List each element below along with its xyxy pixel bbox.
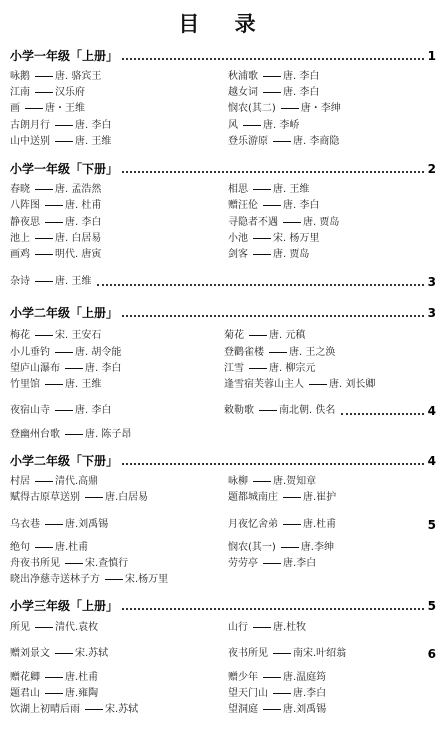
poem-author: 唐.崔护 xyxy=(303,492,337,503)
dash xyxy=(249,335,267,336)
poem-title: 月夜忆舍弟 xyxy=(228,519,278,530)
toc-entry[interactable] xyxy=(228,703,326,717)
toc-entry[interactable] xyxy=(10,102,85,116)
poem-title: 山中送别 xyxy=(10,136,50,147)
poem-author: 唐. 白居易 xyxy=(55,233,102,244)
leader-dots xyxy=(122,58,424,60)
dash xyxy=(273,653,291,654)
toc-entry[interactable] xyxy=(10,232,101,246)
poem-author: 唐. 李白 xyxy=(85,363,122,374)
toc-entry xyxy=(10,275,91,289)
poem-author: 清代.高鼎 xyxy=(55,476,99,487)
poem-author: 宋. 王安石 xyxy=(55,330,102,341)
poem-author: 唐.杜牧 xyxy=(273,622,307,633)
dash xyxy=(45,693,63,694)
poem-author: 唐. 李白 xyxy=(283,87,320,98)
toc-entry[interactable] xyxy=(10,199,101,213)
dash xyxy=(35,254,53,255)
poem-author: 唐.雍陶 xyxy=(65,688,99,699)
poem-author: 唐. 王维 xyxy=(55,276,92,287)
toc-entry[interactable] xyxy=(10,216,101,230)
toc-entry[interactable] xyxy=(228,232,319,246)
toc-entry-with-page[interactable] xyxy=(228,647,436,661)
poem-title: 秋浦歌 xyxy=(228,71,258,82)
toc-entry[interactable] xyxy=(228,119,299,133)
toc-entry[interactable] xyxy=(224,378,375,392)
dash xyxy=(65,368,83,369)
poem-author: 宋.苏轼 xyxy=(75,648,109,659)
poem-author: 唐. 杜甫 xyxy=(65,200,102,211)
poem-author: 唐.李白 xyxy=(283,558,317,569)
poem-author: 唐.李白 xyxy=(293,688,327,699)
toc-entry[interactable] xyxy=(228,70,319,84)
toc-entry-with-page[interactable] xyxy=(224,404,436,418)
dash xyxy=(263,92,281,93)
poem-author: 宋.杨万里 xyxy=(125,574,169,585)
toc-entry[interactable] xyxy=(10,621,98,635)
poem-title: 赠少年 xyxy=(228,672,258,683)
toc-entry[interactable] xyxy=(228,248,309,262)
poem-title: 逢雪宿芙蓉山主人 xyxy=(224,379,304,390)
toc-entry[interactable] xyxy=(10,378,101,392)
toc-entry[interactable] xyxy=(10,86,85,100)
toc-entry[interactable] xyxy=(10,703,138,717)
dash xyxy=(45,222,63,223)
poem-title: 题都城南庄 xyxy=(228,492,278,503)
toc-entry[interactable] xyxy=(10,491,148,505)
poem-title: 池上 xyxy=(10,233,30,244)
poem-title: 悯农(其一) xyxy=(228,542,276,553)
poem-author: 唐.刘禹锡 xyxy=(283,704,327,715)
poem-author: 唐. 王维 xyxy=(273,184,310,195)
toc-entry[interactable] xyxy=(228,557,316,571)
poem-author: 唐.贺知章 xyxy=(273,476,317,487)
page-number: 4 xyxy=(427,404,436,418)
dash xyxy=(35,189,53,190)
poem-title: 江雪 xyxy=(224,363,244,374)
poem-title: 画鸡 xyxy=(10,249,30,260)
leader-dots xyxy=(122,171,424,173)
poem-title: 赠汪伦 xyxy=(228,200,258,211)
dash xyxy=(35,481,53,482)
dash xyxy=(85,497,103,498)
dash xyxy=(85,709,103,710)
toc-entry[interactable] xyxy=(10,647,108,661)
poem-title: 山行 xyxy=(228,622,248,633)
poem-title: 赠花卿 xyxy=(10,672,40,683)
poem-title: 相思 xyxy=(228,184,248,195)
poem-author: 唐. 李峤 xyxy=(263,120,300,131)
poem-title: 剑客 xyxy=(228,249,248,260)
poem-author: 唐. 李白 xyxy=(75,405,112,416)
poem-title: 越女词 xyxy=(228,87,258,98)
dash xyxy=(243,125,261,126)
poem-title: 敕勒歌 xyxy=(224,405,254,416)
poem-author: 唐・王维 xyxy=(45,103,85,114)
dash xyxy=(35,92,53,93)
section-label: 小学二年级「下册」 xyxy=(10,454,119,468)
poem-author: 唐. 骆宾王 xyxy=(55,71,102,82)
leader-dots xyxy=(122,315,424,317)
dash xyxy=(309,384,327,385)
section-heading[interactable] xyxy=(10,451,436,469)
poem-author: 唐. 孟浩然 xyxy=(55,184,102,195)
poem-author: 唐.温庭筠 xyxy=(283,672,327,683)
page-number: 4 xyxy=(427,454,436,468)
dash xyxy=(263,205,281,206)
poem-author: 宋.查慎行 xyxy=(85,558,129,569)
poem-author: 汉乐府 xyxy=(55,87,85,98)
poem-author: 唐・李绅 xyxy=(300,103,341,114)
poem-title: 竹里馆 xyxy=(10,379,40,390)
toc-entry[interactable] xyxy=(10,518,108,532)
page-number: 2 xyxy=(427,162,436,176)
poem-title: 饮湖上初晴后雨 xyxy=(10,704,80,715)
poem-title: 江南 xyxy=(10,87,30,98)
poem-author: 唐.杜甫 xyxy=(303,519,337,530)
poem-author: 唐. 胡令能 xyxy=(75,347,122,358)
poem-author: 唐. 李白 xyxy=(65,217,102,228)
dash xyxy=(259,410,277,411)
poem-title: 夜宿山寺 xyxy=(10,405,50,416)
toc-entry[interactable] xyxy=(228,183,309,197)
toc-entry[interactable] xyxy=(10,362,121,376)
poem-author: 清代.袁枚 xyxy=(55,622,99,633)
poem-author: 宋.苏轼 xyxy=(105,704,139,715)
page-number: 5 xyxy=(427,518,436,532)
poem-title: 菊花 xyxy=(224,330,244,341)
toc-entry[interactable] xyxy=(228,621,306,635)
page-title: 目 录 xyxy=(178,12,270,36)
poem-author: 唐. 刘长卿 xyxy=(329,379,376,390)
dash xyxy=(55,352,73,353)
dash xyxy=(35,627,53,628)
page-number: 3 xyxy=(427,306,436,320)
leader-dots xyxy=(122,608,424,610)
dash xyxy=(269,352,287,353)
poem-title: 八阵图 xyxy=(10,200,40,211)
poem-title: 劳劳亭 xyxy=(228,558,258,569)
dash xyxy=(35,335,53,336)
toc-entry[interactable] xyxy=(10,671,98,685)
poem-author: 唐. 李白 xyxy=(283,71,320,82)
section-heading[interactable] xyxy=(10,596,436,614)
poem-title: 题君山 xyxy=(10,688,40,699)
poem-author: 唐. 元稹 xyxy=(269,330,306,341)
toc-entry-with-page[interactable] xyxy=(228,518,436,532)
section-heading[interactable] xyxy=(10,159,436,177)
dash xyxy=(45,524,63,525)
poem-author: 唐. 陈子昂 xyxy=(85,429,132,440)
poem-title: 咏鹅 xyxy=(10,71,30,82)
poem-author: 唐. 李商隐 xyxy=(293,136,340,147)
dash xyxy=(55,125,73,126)
dash xyxy=(25,108,43,109)
leader-dots xyxy=(341,413,423,415)
dash xyxy=(65,434,83,435)
dash xyxy=(263,563,281,564)
dash xyxy=(253,238,271,239)
dash xyxy=(263,76,281,77)
dash xyxy=(263,677,281,678)
section-heading[interactable] xyxy=(10,303,436,321)
dash xyxy=(35,76,53,77)
poem-title: 画 xyxy=(10,103,20,114)
poem-author: 唐. 李白 xyxy=(75,120,112,131)
poem-author: 唐. 王维 xyxy=(75,136,112,147)
poem-author: 唐. 柳宗元 xyxy=(269,363,316,374)
page-number: 5 xyxy=(427,599,436,613)
toc-entry[interactable] xyxy=(228,102,341,116)
dash xyxy=(283,222,301,223)
toc-entry[interactable] xyxy=(10,135,111,149)
poem-author: 唐.杜甫 xyxy=(65,672,99,683)
page-number: 3 xyxy=(427,275,436,289)
poem-title: 登乐游原 xyxy=(228,136,268,147)
poem-author: 唐.白居易 xyxy=(105,492,149,503)
poem-title: 登幽州台歌 xyxy=(10,429,60,440)
dash xyxy=(45,205,63,206)
section-heading[interactable] xyxy=(10,46,436,64)
toc-entry[interactable] xyxy=(228,199,319,213)
dash xyxy=(281,547,299,548)
toc-entry[interactable] xyxy=(228,687,326,701)
leader-dots xyxy=(122,463,424,465)
poem-author: 唐. 王之涣 xyxy=(289,347,336,358)
poem-title: 赋得古原草送别 xyxy=(10,492,80,503)
dash xyxy=(105,579,123,580)
toc-entry[interactable] xyxy=(224,362,315,376)
toc-entry[interactable] xyxy=(228,475,316,489)
toc-entry xyxy=(228,518,336,532)
toc-entry[interactable] xyxy=(228,216,339,230)
toc-entry[interactable] xyxy=(10,329,101,343)
dash xyxy=(253,481,271,482)
dash xyxy=(273,141,291,142)
poem-title: 咏柳 xyxy=(228,476,248,487)
toc-entry[interactable] xyxy=(10,248,101,262)
section-label: 小学二年级「上册」 xyxy=(10,306,119,320)
poem-title: 静夜思 xyxy=(10,217,40,228)
dash xyxy=(45,677,63,678)
toc-entry[interactable] xyxy=(10,119,111,133)
toc-entry[interactable] xyxy=(224,329,305,343)
poem-title: 梅花 xyxy=(10,330,30,341)
poem-title: 寻隐者不遇 xyxy=(228,217,278,228)
poem-author: 唐. 贾岛 xyxy=(303,217,340,228)
toc-entry[interactable] xyxy=(10,404,111,418)
section-label: 小学三年级「上册」 xyxy=(10,599,119,613)
poem-title: 舟夜书所见 xyxy=(10,558,60,569)
poem-title: 风 xyxy=(228,120,238,131)
page-number: 6 xyxy=(427,647,436,661)
poem-author: 唐.刘禹锡 xyxy=(65,519,109,530)
poem-title: 望庐山瀑布 xyxy=(10,363,60,374)
poem-title: 绝句 xyxy=(10,542,30,553)
poem-title: 望天门山 xyxy=(228,688,268,699)
poem-title: 杂诗 xyxy=(10,276,30,287)
poem-author: 唐.杜甫 xyxy=(55,542,89,553)
poem-title: 登鹳雀楼 xyxy=(224,347,264,358)
dash xyxy=(281,108,299,109)
dash xyxy=(263,709,281,710)
toc-entry xyxy=(224,404,335,418)
poem-title: 赠刘景文 xyxy=(10,648,50,659)
dash xyxy=(65,563,83,564)
dash xyxy=(283,497,301,498)
dash xyxy=(55,653,73,654)
poem-title: 小池 xyxy=(228,233,248,244)
toc-entry[interactable] xyxy=(224,346,335,360)
dash xyxy=(35,547,53,548)
poem-author: 唐. 李白 xyxy=(283,200,320,211)
dash xyxy=(249,368,267,369)
dash xyxy=(253,627,271,628)
poem-title: 春晓 xyxy=(10,184,30,195)
poem-title: 小儿垂钓 xyxy=(10,347,50,358)
toc-entry[interactable] xyxy=(228,491,336,505)
toc-entry[interactable] xyxy=(10,183,101,197)
page-number: 1 xyxy=(427,49,436,63)
poem-title: 悯农(其二) xyxy=(228,103,276,114)
poem-title: 村居 xyxy=(10,476,30,487)
dash xyxy=(35,281,53,282)
toc-entry[interactable] xyxy=(10,687,98,701)
poem-author: 南宋.叶绍翁 xyxy=(293,648,347,659)
dash xyxy=(253,254,271,255)
toc-entry[interactable] xyxy=(10,475,98,489)
poem-author: 唐.李绅 xyxy=(300,542,334,553)
poem-title: 乌衣巷 xyxy=(10,519,40,530)
poem-title: 晓出净慈寺送林子方 xyxy=(10,574,100,585)
toc-entry[interactable] xyxy=(228,135,339,149)
toc-entry[interactable] xyxy=(10,541,88,555)
poem-author: 明代. 唐寅 xyxy=(55,249,102,260)
toc-entry-with-page[interactable] xyxy=(10,275,436,289)
poem-title: 夜书所见 xyxy=(228,648,268,659)
dash xyxy=(55,141,73,142)
toc-entry[interactable] xyxy=(10,557,128,571)
toc-entry[interactable] xyxy=(228,671,326,685)
section-label: 小学一年级「上册」 xyxy=(10,49,119,63)
dash xyxy=(253,189,271,190)
poem-title: 所见 xyxy=(10,622,30,633)
section-label: 小学一年级「下册」 xyxy=(10,162,119,176)
dash xyxy=(45,384,63,385)
poem-author: 南北朝. 佚名 xyxy=(279,405,336,416)
poem-title: 古朗月行 xyxy=(10,120,50,131)
dash xyxy=(35,238,53,239)
toc-entry[interactable] xyxy=(10,573,168,587)
toc-entry[interactable] xyxy=(10,346,121,360)
leader-dots xyxy=(97,284,423,286)
dash xyxy=(283,524,301,525)
poem-author: 宋. 杨万里 xyxy=(273,233,320,244)
poem-author: 唐. 贾岛 xyxy=(273,249,310,260)
toc-entry xyxy=(228,647,346,661)
toc-entry[interactable] xyxy=(228,541,334,555)
toc-entry[interactable] xyxy=(10,428,131,442)
toc-entry[interactable] xyxy=(10,70,101,84)
dash xyxy=(273,693,291,694)
poem-author: 唐. 王维 xyxy=(65,379,102,390)
dash xyxy=(55,410,73,411)
poem-title: 望洞庭 xyxy=(228,704,258,715)
toc-entry[interactable] xyxy=(228,86,319,100)
